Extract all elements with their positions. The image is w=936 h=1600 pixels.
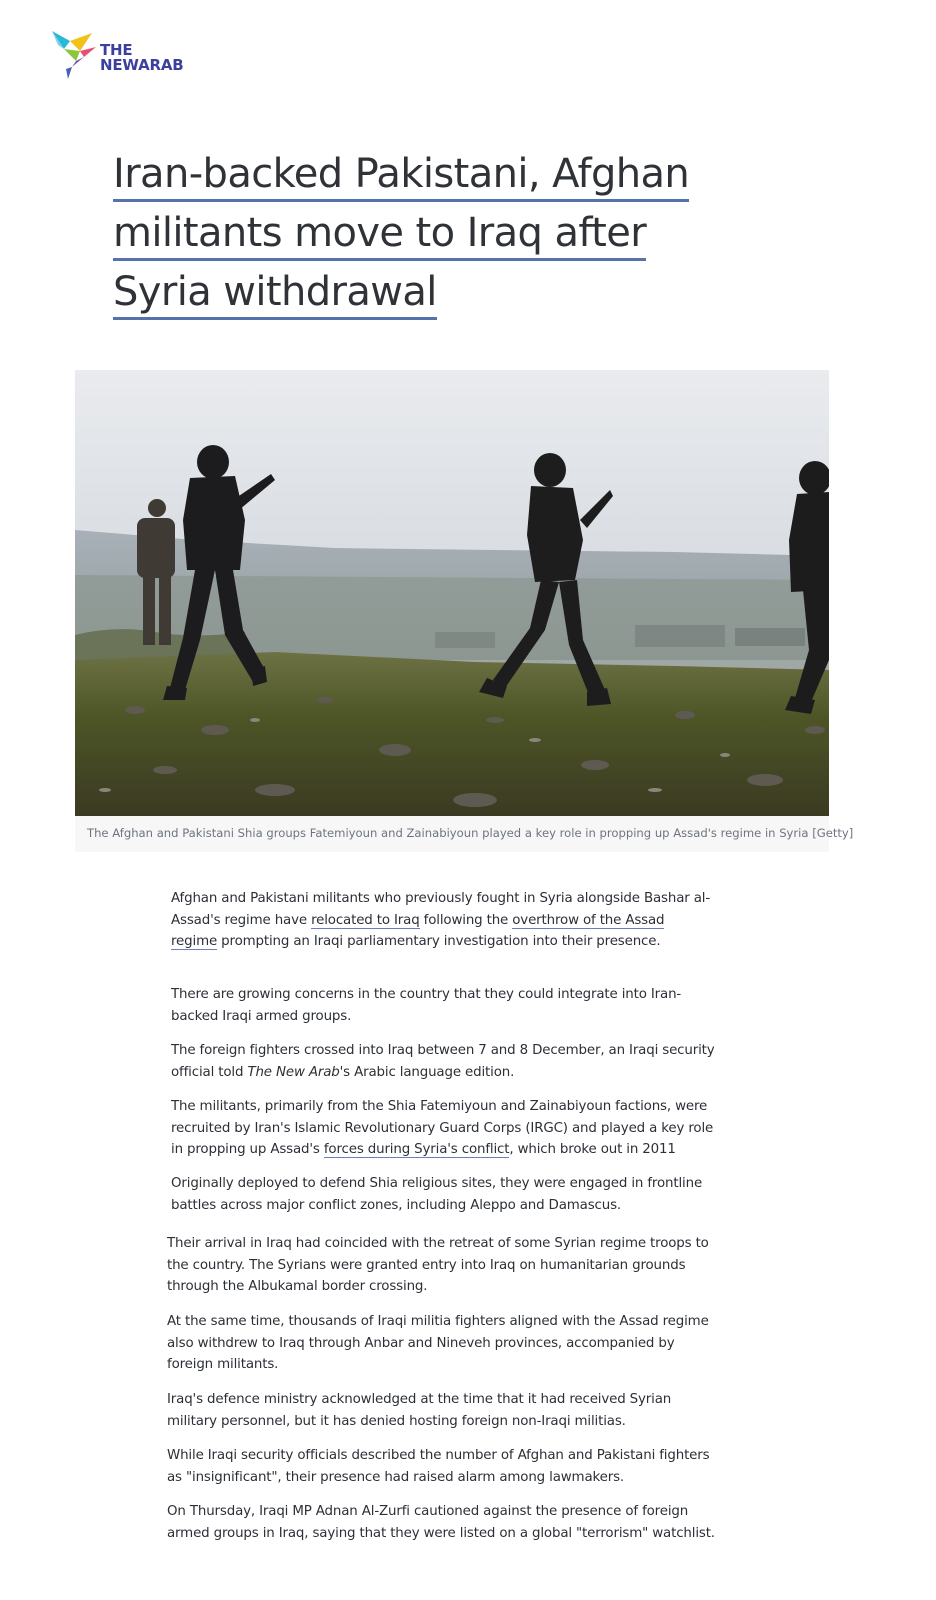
p4-line-3-post: , which broke out in 2011	[509, 1142, 676, 1157]
headline-line-2: militants move to Iraq after	[113, 209, 646, 261]
p7-line-1: At the same time, thousands of Iraqi militia fighters aligned with the Assad regime	[167, 1314, 709, 1329]
p10-line-2: armed groups in Iraq, saying that they were listed on a global "terrorism" watchlist.	[167, 1525, 715, 1541]
image-caption-bar	[75, 816, 854, 852]
image-caption: The Afghan and Pakistani Shia groups Fatemiyoun and Zainabiyoun played a key role in propping up Assad's regime in Syria [Getty]	[87, 826, 854, 840]
paragraph-6	[167, 1233, 709, 1298]
p9-line-1: While Iraqi security officials described the number of Afghan and Pakistani fighters	[167, 1448, 710, 1463]
p5-line-2: battles across major conflict zones, including Aleppo and Damascus.	[171, 1197, 622, 1213]
headline-line-3: Syria withdrawal	[113, 268, 437, 320]
p1-line-2-mid: following the	[419, 912, 513, 928]
p2-line-1: There are growing concerns in the country that they could integrate into Iran-	[171, 987, 682, 1002]
paragraph-4	[171, 1096, 713, 1161]
p3-line-1: The foreign fighters crossed into Iraq between 7 and 8 December, an Iraqi security	[171, 1043, 715, 1058]
p4-line-2: recruited by Iran's Islamic Revolutionary Guard Corps (IRGC) and played a key role	[171, 1120, 714, 1136]
p2-line-2: backed Iraqi armed groups.	[171, 1008, 352, 1024]
p3-line-2-post: 's Arabic language edition.	[339, 1064, 515, 1080]
p5-line-1: Originally deployed to defend Shia religious sites, they were engaged in frontline	[171, 1176, 703, 1191]
paragraph-1	[171, 888, 710, 953]
hummingbird-icon	[50, 27, 98, 81]
forces-during-syria-conflict-link[interactable]: forces during Syria's conflict	[323, 1142, 510, 1157]
p6-line-2: the country. The Syrians were granted entry into Iraq on humanitarian grounds	[167, 1257, 686, 1273]
p4-line-3-text: in propping up Assad's	[171, 1142, 324, 1157]
publication-name: The New Arab	[247, 1064, 340, 1080]
p6-line-3: through the Albukamal border crossing.	[167, 1279, 428, 1294]
paragraph-9	[167, 1445, 709, 1488]
militants-photo	[75, 370, 829, 816]
p1-line-2-text: Assad's regime have	[171, 912, 312, 928]
logo-line-2: NEWARAB	[100, 56, 184, 74]
paragraph-5	[171, 1173, 702, 1216]
p7-line-3: foreign militants.	[167, 1357, 279, 1372]
paragraph-2	[171, 984, 681, 1027]
paragraph-8	[167, 1389, 671, 1432]
p4-line-1: The militants, primarily from the Shia Fatemiyoun and Zainabiyoun factions, were	[171, 1099, 708, 1114]
logo-line-1: THE	[100, 41, 133, 59]
hero-image	[75, 370, 829, 816]
paragraph-10	[167, 1501, 715, 1544]
headline-line-1: Iran-backed Pakistani, Afghan	[113, 150, 689, 202]
p1-line-3-text: prompting an Iraqi parliamentary investigation into their presence.	[217, 934, 661, 949]
p10-line-1: On Thursday, Iraqi MP Adnan Al-Zurfi cautioned against the presence of foreign	[167, 1504, 689, 1519]
p3-line-2-text: official told	[171, 1064, 248, 1080]
p8-line-1: Iraq's defence ministry acknowledged at the time that it had received Syrian	[167, 1392, 672, 1407]
logo-wordmark	[100, 43, 183, 73]
relocated-to-iraq-link[interactable]: relocated to Iraq	[311, 912, 420, 928]
p1-line-1: Afghan and Pakistani militants who previously fought in Syria alongside Bashar al-	[171, 891, 711, 906]
site-logo[interactable]	[50, 27, 190, 85]
paragraph-3	[171, 1040, 715, 1083]
p6-line-1: Their arrival in Iraq had coincided with the retreat of some Syrian regime troops to	[167, 1236, 709, 1251]
p7-line-2: also withdrew to Iraq through Anbar and Nineveh provinces, accompanied by	[167, 1335, 675, 1351]
paragraph-7	[167, 1311, 709, 1376]
overthrow-of-assad-link-cont[interactable]: regime	[171, 934, 218, 949]
article-headline	[113, 146, 690, 323]
overthrow-of-assad-link[interactable]: overthrow of the Assad	[512, 912, 665, 928]
p8-line-2: military personnel, but it has denied hosting foreign non-Iraqi militias.	[167, 1413, 626, 1429]
p9-line-2: as "insignificant", their presence had raised alarm among lawmakers.	[167, 1469, 625, 1485]
